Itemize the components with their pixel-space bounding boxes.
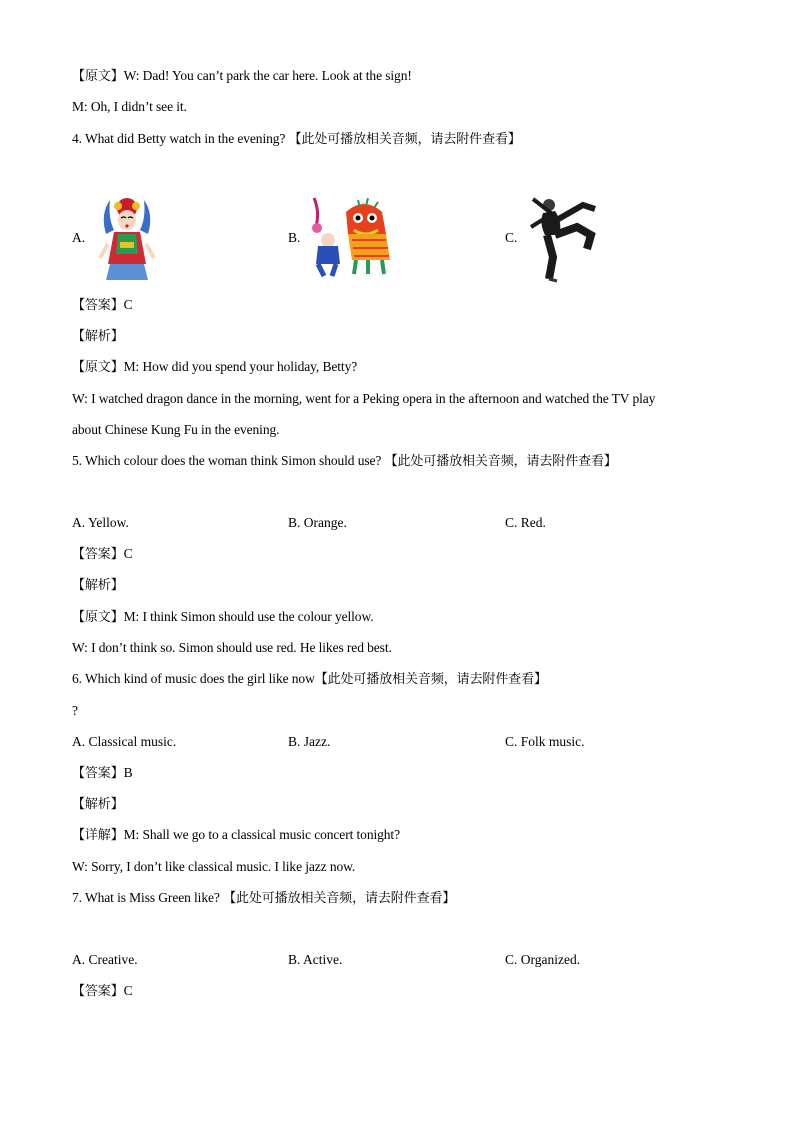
transcript-line <box>72 390 655 408</box>
transcript-line <box>72 608 374 627</box>
transcript-text: W: Dad! You can’t park the car here. Look at the sign! <box>123 68 412 83</box>
peking-opera-figure-icon <box>96 194 158 284</box>
option-b: B. Active. <box>288 952 343 967</box>
question-7 <box>72 889 455 908</box>
option-a: A. Classical music. <box>72 734 177 749</box>
transcript-line <box>72 358 357 377</box>
option-b-label: B. <box>288 230 301 245</box>
answer-line <box>72 545 133 564</box>
transcript-text: M: I think Simon should use the colour yellow. <box>123 609 374 624</box>
transcript-text: W: Sorry, I don’t like classical music. I like jazz now. <box>72 859 356 874</box>
audio-note: 【此处可播放相关音频，请去附件查看】 <box>384 454 617 469</box>
transcript-text: about Chinese Kung Fu in the evening. <box>72 422 280 437</box>
option-a-label: A. <box>72 230 86 245</box>
option-c: C. Red. <box>505 515 546 530</box>
analysis-line <box>72 576 124 595</box>
option-c: C. Folk music. <box>505 734 585 749</box>
question-text: 6. Which kind of music does the girl like now <box>72 671 315 686</box>
answer-tag: 【答案】 <box>72 547 124 562</box>
transcript-line <box>72 826 400 845</box>
audio-note: 【此处可播放相关音频，请去附件查看】 <box>314 672 547 687</box>
kung-fu-kick-icon <box>525 191 599 285</box>
transcript-text: M: How did you spend your holiday, Betty? <box>123 359 358 374</box>
audio-note: 【此处可播放相关音频，请去附件查看】 <box>223 891 456 906</box>
answer-line <box>72 296 133 315</box>
audio-note: 【此处可播放相关音频，请去附件查看】 <box>288 132 521 147</box>
answer-value: C <box>123 297 133 312</box>
transcript-line <box>72 67 412 86</box>
transcript-text: M: Oh, I didn’t see it. <box>72 99 187 114</box>
analysis-tag: 【解析】 <box>72 578 124 593</box>
option-c-label: C. <box>505 230 518 245</box>
detail-tag: 【详解】 <box>72 828 124 843</box>
option-c: C. Organized. <box>505 952 581 967</box>
option-b: B. Jazz. <box>288 734 331 749</box>
transcript-text: W: I watched dragon dance in the morning, went for a Peking opera in the afternoon and watched the TV play <box>72 391 656 406</box>
analysis-tag: 【解析】 <box>72 797 124 812</box>
answer-tag: 【答案】 <box>72 984 124 999</box>
transcript-tag: 【原文】 <box>72 360 124 375</box>
question-text: 5. Which colour does the woman think Simon should use? <box>72 453 382 468</box>
option-a: A. Yellow. <box>72 515 129 530</box>
transcript-line <box>72 421 279 439</box>
dragon-lion-dance-icon <box>306 194 392 278</box>
answer-tag: 【答案】 <box>72 766 124 781</box>
option-b: B. Orange. <box>288 515 347 530</box>
analysis-line <box>72 327 124 346</box>
question-text: 4. What did Betty watch in the evening? <box>72 131 286 146</box>
question-text: 7. What is Miss Green like? <box>72 890 220 905</box>
transcript-text: W: I don’t think so. Simon should use red. He likes red best. <box>72 640 392 655</box>
transcript-line <box>72 98 187 116</box>
option-a: A. Creative. <box>72 952 138 967</box>
transcript-line <box>72 639 392 657</box>
question-end: ? <box>72 703 78 718</box>
analysis-line <box>72 795 124 814</box>
question-5 <box>72 452 617 471</box>
answer-value: C <box>123 546 133 561</box>
transcript-tag: 【原文】 <box>72 69 124 84</box>
transcript-tag: 【原文】 <box>72 610 124 625</box>
answer-tag: 【答案】 <box>72 298 124 313</box>
question-6 <box>72 670 547 689</box>
answer-line <box>72 982 133 1001</box>
answer-line <box>72 764 133 783</box>
answer-value: C <box>123 983 133 998</box>
answer-value: B <box>123 765 133 780</box>
transcript-text: M: Shall we go to a classical music concert tonight? <box>123 827 400 842</box>
transcript-line <box>72 858 355 876</box>
analysis-tag: 【解析】 <box>72 329 124 344</box>
question-4 <box>72 130 521 149</box>
